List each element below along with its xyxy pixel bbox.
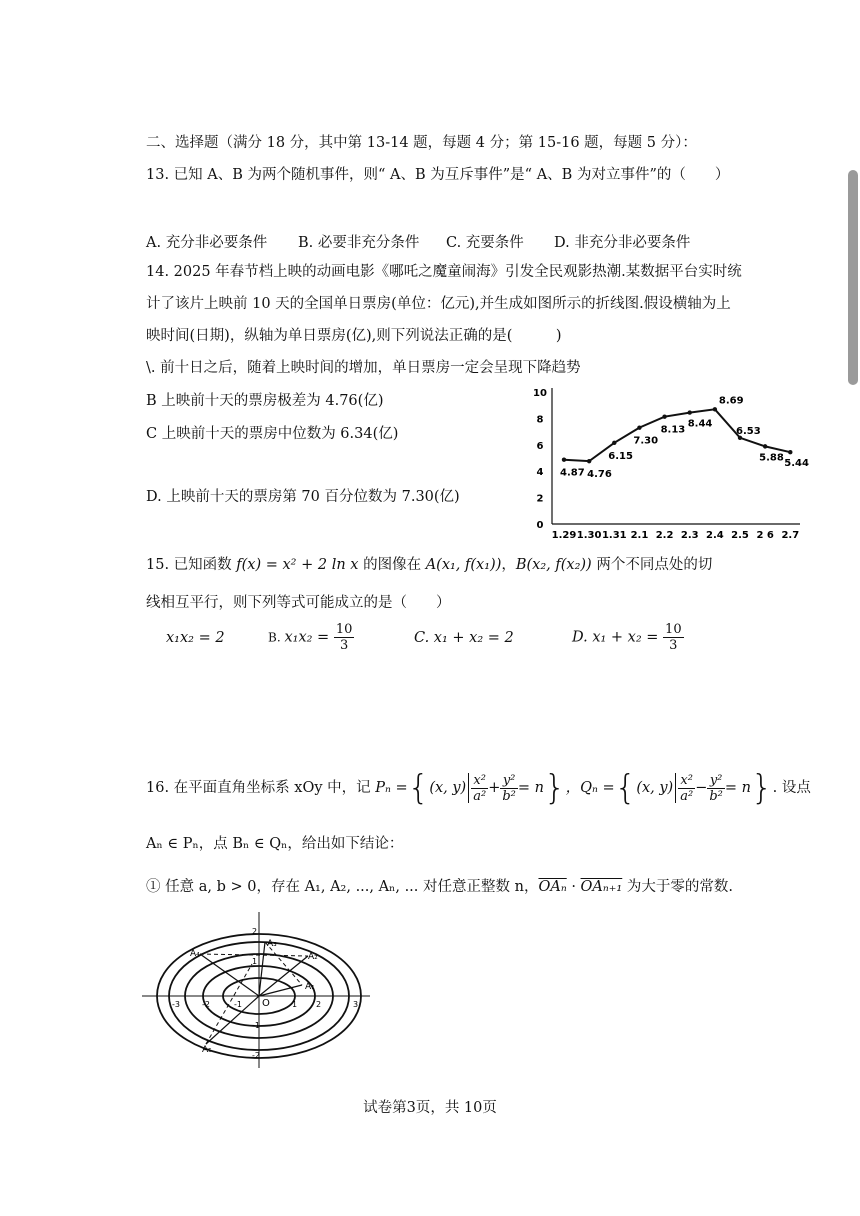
q14-option-b: B 上映前十天的票房极差为 4.76(亿): [146, 393, 384, 409]
q14-line2: 计了该片上映前 10 天的全国单日票房(单位：亿元),并生成如图所示的折线图.假设横轴为上: [146, 296, 731, 312]
origin-label: O: [262, 998, 270, 1009]
chart-data-label: 7.30: [633, 435, 659, 447]
q13-option-b: B. 必要非充分条件: [298, 235, 420, 251]
dashed-guide-3: [206, 964, 252, 1044]
point-a1-label: A₁: [305, 982, 315, 992]
figure-x-tick-label: -1: [234, 1000, 242, 1009]
q15-stem-a: 15. 已知函数: [146, 557, 237, 573]
q15-option-b-left: x₁x₂ =: [284, 629, 330, 646]
q15-option-b-den: 3: [339, 638, 349, 653]
point-a4-label: A₄: [190, 949, 200, 959]
chart-point: [688, 410, 692, 414]
chart-point: [662, 414, 666, 418]
q15-option-d-den: 3: [669, 638, 678, 653]
q16-p-x2: x²: [471, 773, 488, 789]
q13-option-d: D. 非充分非必要条件: [554, 235, 691, 251]
figure-y-tick-label: -1: [252, 1021, 260, 1030]
point-a5-label: A₅: [202, 1045, 212, 1055]
q16-brace-close-2: }: [751, 768, 773, 808]
section-title: 二、选择题（满分 18 分，其中第 13-14 题，每题 4 分；第 15-16 题，每题 5 分）：: [146, 135, 697, 151]
q16-brace-close: }: [544, 768, 566, 808]
q15-option-d-left: D. x₁ + x₂ =: [572, 629, 659, 646]
chart-y-tick-label: 8: [536, 414, 544, 426]
chart-x-tick-label: 2.7: [781, 530, 800, 541]
chart-point: [587, 459, 591, 463]
q15-line2: 线相互平行，则下列等式可能成立的是（ ）: [146, 595, 451, 611]
q15-stem-b: 的图像在: [358, 557, 426, 573]
q16-q-y2: y²: [707, 773, 725, 789]
chart-x-tick-label: 1.30: [576, 530, 602, 541]
chart-point: [763, 444, 767, 448]
q15-option-a: x₁x₂ = 2: [166, 630, 225, 646]
q16-tail: . 设点: [772, 780, 811, 796]
box-office-line-chart: [530, 380, 809, 541]
figure-y-tick-label: 2: [252, 927, 258, 936]
point-a3-label: A₃: [267, 939, 277, 949]
page-footer: 试卷第3页，共 10页: [363, 1100, 497, 1116]
chart-point: [637, 425, 641, 429]
chart-x-tick-label: 2.2: [655, 530, 674, 541]
ellipse-figure: [142, 912, 372, 1072]
chart-y-tick-label: 0: [536, 520, 544, 531]
q16-brace-open: {: [407, 768, 430, 808]
q15-sep: ，: [501, 557, 516, 573]
q14-option-a: \. 前十日之后，随着上映时间的增加，单日票房一定会呈现下降趋势: [146, 360, 581, 376]
chart-data-label: 8.13: [660, 424, 686, 436]
q14-line3: 映时间(日期)，纵轴为单日票房(亿),则下列说法正确的是( ): [146, 328, 562, 344]
vector-oa4: [200, 954, 259, 996]
q15-function: f(x) = x² + 2 ln x: [236, 557, 359, 573]
q16-pn: Pₙ =: [375, 780, 408, 796]
q16-q-eq: = n: [724, 780, 751, 796]
q15-point-b: B(x₂, f(x₂)): [515, 557, 592, 573]
chart-data-label: 4.87: [560, 467, 585, 479]
q16-minus: −: [695, 780, 708, 796]
q16-set-xy: (x, y): [429, 780, 467, 796]
figure-x-tick-label: 2: [316, 1000, 322, 1009]
chart-x-tick-label: 1.29: [551, 530, 577, 541]
q15-option-b-prefix: B.: [268, 630, 285, 645]
vector-oa3: [259, 942, 265, 996]
chart-y-tick-label: 4: [536, 467, 544, 479]
q13-option-c: C. 充要条件: [446, 235, 524, 251]
chart-data-label: 6.15: [608, 450, 633, 462]
q13-stem: 13. 已知 A、B 为两个随机事件，则“ A、B 为互斥事件”是“ A、B 为对立事件”的（ ）: [146, 167, 730, 183]
q16-bar-2: [675, 773, 676, 803]
scrollbar[interactable]: [848, 170, 858, 385]
q16-line3: ① 任意 a, b > 0，存在 A₁, A₂, ..., Aₙ, ... 对任意正整数 n，: [146, 879, 539, 895]
q15-option-d-num: 10: [665, 622, 682, 637]
q16-q-x2: x²: [678, 773, 695, 789]
figure-x-tick-label: -2: [202, 1000, 210, 1009]
chart-x-tick-label: 2.1: [630, 530, 649, 541]
chart-data-label: 5.44: [784, 458, 809, 470]
q15-stem-c: 两个不同点处的切: [591, 557, 713, 573]
chart-y-tick-label: 6: [536, 440, 544, 452]
q16-q-b2: b²: [709, 788, 723, 804]
q16-q-a2: a²: [680, 788, 694, 804]
vector-oa5: [206, 996, 259, 1044]
chart-y-tick-label: 10: [533, 388, 547, 399]
q16-line2: Aₙ ∈ Pₙ，点 Bₙ ∈ Qₙ，给出如下结论：: [146, 836, 404, 852]
q15-option-b-num: 10: [335, 622, 353, 637]
chart-point: [713, 407, 717, 411]
point-a2-label: A₂: [308, 952, 318, 962]
chart-data-label: 4.76: [587, 469, 612, 481]
q16-intro: 16. 在平面直角坐标系 xOy 中，记: [146, 780, 376, 796]
chart-x-tick-label: 1.31: [601, 530, 627, 541]
chart-x-tick-label: 2.4: [706, 530, 724, 541]
q14-option-c: C 上映前十天的票房中位数为 6.34(亿): [146, 426, 399, 442]
q16-brace-open-2: {: [614, 768, 637, 808]
q14-option-d: D. 上映前十天的票房第 70 百分位数为 7.30(亿): [146, 489, 460, 505]
q16-p-eq: = n: [517, 780, 544, 796]
chart-x-tick-label: 2 6: [756, 530, 774, 541]
chart-point: [612, 441, 616, 445]
q16-dot: ·: [566, 879, 581, 895]
q14-line1: 14. 2025 年春节档上映的动画电影《哪吒之魔童闹海》引发全民观影热潮.某数据平台实时统: [146, 264, 742, 280]
chart-point: [562, 458, 566, 462]
figure-y-tick-label: -2: [252, 1051, 260, 1060]
q15-option-c: C. x₁ + x₂ = 2: [414, 630, 514, 646]
chart-x-tick-label: 2.3: [680, 530, 699, 541]
chart-point: [788, 450, 792, 454]
q16-plus: +: [488, 780, 501, 796]
q16-p-y2: y²: [500, 773, 518, 789]
q16-p-b2: b²: [502, 788, 516, 804]
figure-x-tick-label: -3: [172, 1000, 180, 1009]
chart-y-tick-label: 2: [536, 493, 544, 505]
q15-point-a: A(x₁, f(x₁)): [425, 557, 502, 573]
chart-data-label: 5.88: [759, 452, 784, 464]
q16-p-a2: a²: [473, 788, 487, 804]
chart-data-label: 8.69: [718, 395, 744, 407]
q16-set-xy-2: (x, y): [636, 780, 674, 796]
chart-data-label: 8.44: [687, 418, 713, 430]
q16-qn: ，Qₙ =: [565, 780, 615, 796]
chart-x-tick-label: 2.5: [731, 530, 749, 541]
chart-data-label: 6.53: [736, 425, 761, 437]
q16-line3-end: 为大于零的常数.: [622, 879, 733, 895]
q16-bar: [468, 773, 469, 803]
q13-option-a: A. 充分非必要条件: [146, 235, 268, 251]
q16-vector-2: OAₙ₊₁: [580, 879, 623, 895]
figure-x-tick-label: 3: [353, 1000, 359, 1009]
figure-x-tick-label: 1: [292, 1000, 298, 1009]
q16-vector-1: $\overline{OA_n}$: [538, 879, 567, 895]
figure-y-tick-label: 1: [252, 957, 258, 966]
